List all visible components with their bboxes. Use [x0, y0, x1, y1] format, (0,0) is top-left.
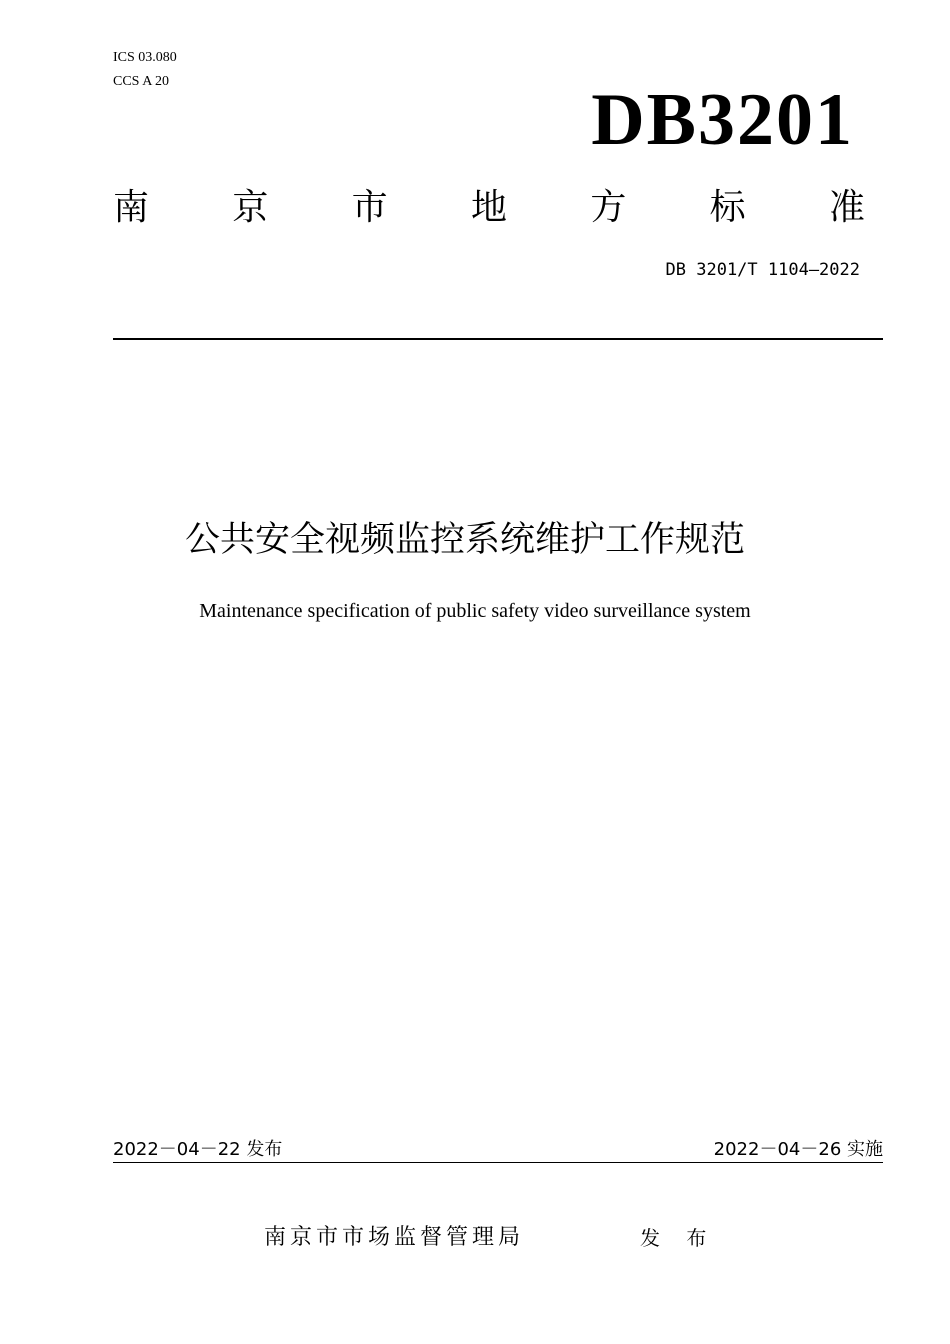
standard-code-logo: DB3201: [591, 79, 854, 161]
ics-code: ICS 03.080: [113, 50, 177, 65]
document-title-english: Maintenance specification of public safety video surveillance system: [199, 600, 751, 622]
bottom-divider: [113, 1162, 883, 1163]
document-title-chinese: 公共安全视频监控系统维护工作规范: [184, 520, 745, 560]
standard-type-char: 京: [232, 187, 269, 228]
ccs-code: CCS A 20: [113, 74, 170, 89]
publish-date: 2022－04－22 发布: [113, 1139, 283, 1160]
standard-type-char: 南: [113, 187, 150, 228]
issuing-authority: 南京市市场监督管理局: [264, 1225, 525, 1250]
effective-date: 2022－04－26 实施: [713, 1139, 883, 1160]
issue-label: 发 布: [640, 1226, 717, 1250]
standard-number: DB 3201/T 1104—2022: [665, 260, 860, 280]
standard-type-char: 地: [470, 187, 507, 228]
standard-type-char: 标: [709, 187, 746, 228]
standard-type-char: 准: [828, 187, 865, 228]
standard-type-heading: [113, 186, 865, 230]
standard-type-char: 市: [351, 187, 388, 228]
standard-type-char: 方: [590, 187, 627, 228]
top-divider: [113, 338, 883, 340]
